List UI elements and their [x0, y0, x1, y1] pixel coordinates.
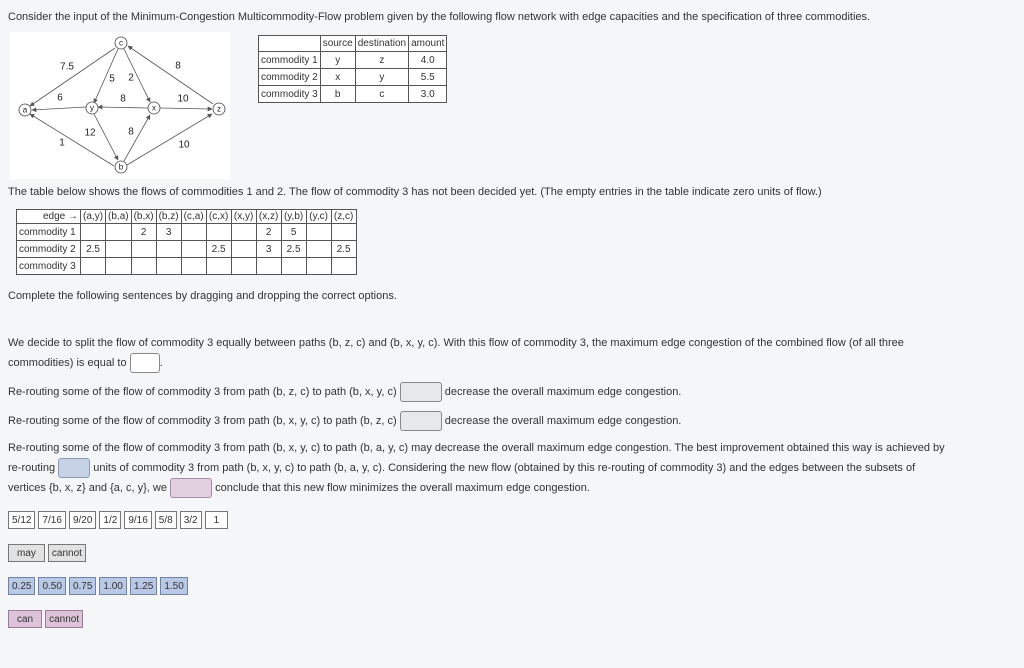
- option-fraction[interactable]: 7/16: [38, 511, 65, 529]
- table-cell: [306, 224, 331, 241]
- node-c: [115, 37, 127, 49]
- option-fraction[interactable]: 3/2: [180, 511, 202, 529]
- question-2: [8, 382, 681, 402]
- table-cell: y: [320, 52, 355, 69]
- table-cell: 5.5: [409, 69, 447, 86]
- table-cell: [106, 241, 132, 258]
- edge-b-x: [124, 115, 150, 161]
- options-can-cannot: [8, 610, 83, 628]
- flow-header: (y,c): [306, 210, 331, 224]
- table-row: [259, 69, 447, 86]
- flow-header: (c,x): [206, 210, 231, 224]
- table-cell: [306, 241, 331, 258]
- flow-header: (c,a): [181, 210, 206, 224]
- drop-zone-may-cannot-2[interactable]: [400, 411, 442, 431]
- table-cell: [206, 258, 231, 275]
- edge-label-bz: 10: [178, 139, 190, 151]
- question-3-tail: decrease the overall maximum edge congestion.: [444, 415, 682, 427]
- option-decimal[interactable]: 0.75: [69, 577, 96, 595]
- question-1-text-2: commodities) is equal to: [8, 357, 127, 369]
- graph-svg: [10, 32, 230, 179]
- edge-y-a: [32, 107, 86, 110]
- question-4-line-2b: units of commodity 3 from path (b, x, y, c) to path (b, a, y, c). Considering the new flow (obtained by this re-routing of commodity 3) and the edges between the subsets of: [93, 462, 916, 474]
- table-cell: c: [355, 86, 408, 103]
- table-cell: y: [355, 69, 408, 86]
- flow-header-row: [17, 210, 357, 224]
- edge-label-zx: 10: [177, 93, 189, 105]
- table-cell: 2: [131, 224, 156, 241]
- table-row: [259, 86, 447, 103]
- table-cell: 2.5: [206, 241, 231, 258]
- question-3: [8, 411, 681, 431]
- question-2-text: Re-routing some of the flow of commodity 3 from path (b, z, c) to path (b, x, y, c): [8, 386, 397, 398]
- edge-label-bx: 8: [128, 126, 134, 138]
- table-cell: commodity 3: [17, 258, 81, 275]
- edge-label-cy: 5: [109, 73, 115, 85]
- drop-zone-congestion[interactable]: [130, 353, 160, 373]
- flow-network-graph: [10, 32, 230, 179]
- option-decimal[interactable]: 1.25: [130, 577, 157, 595]
- problem-intro: Consider the input of the Minimum-Congestion Multicommodity-Flow problem given by the following flow network with edge capacities and the specification of three commodities.: [8, 11, 871, 23]
- commodities-header: source: [320, 36, 355, 52]
- table-cell: [281, 258, 306, 275]
- option-can[interactable]: can: [8, 610, 42, 628]
- options-may-cannot: [8, 544, 86, 562]
- svg-text:z: z: [217, 104, 221, 114]
- flow-header: (b,a): [106, 210, 132, 224]
- edge-b-a: [30, 114, 114, 166]
- table-cell: 2.5: [331, 241, 356, 258]
- table-cell: 2.5: [81, 241, 106, 258]
- question-3-text: Re-routing some of the flow of commodity 3 from path (b, x, y, c) to path (b, z, c): [8, 415, 397, 427]
- svg-text:x: x: [152, 103, 156, 113]
- table-row: [17, 258, 357, 275]
- table-cell: [106, 258, 132, 275]
- node-b: [115, 161, 127, 173]
- table-cell: [231, 241, 256, 258]
- drop-zone-units[interactable]: [58, 458, 90, 478]
- flow-header: (b,z): [156, 210, 181, 224]
- table-cell: 2: [256, 224, 281, 241]
- table-cell: x: [320, 69, 355, 86]
- edge-y-b: [94, 114, 118, 160]
- edge-label-ab: 1: [59, 137, 65, 149]
- table-cell: [231, 258, 256, 275]
- flow-header: (b,x): [131, 210, 156, 224]
- option-cannot[interactable]: cannot: [48, 544, 86, 562]
- commodities-header: [259, 36, 321, 52]
- options-decimals: [8, 577, 188, 595]
- svg-text:b: b: [118, 162, 124, 172]
- option-fraction[interactable]: 9/20: [69, 511, 96, 529]
- table-cell: 3: [256, 241, 281, 258]
- svg-text:c: c: [119, 38, 123, 48]
- options-fractions: [8, 511, 228, 529]
- edge-x-y: [98, 107, 148, 108]
- table-cell: [206, 224, 231, 241]
- edge-a-c: [30, 48, 115, 106]
- table-cell: commodity 2: [17, 241, 81, 258]
- svg-text:a: a: [22, 105, 28, 115]
- flow-header: (a,y): [81, 210, 106, 224]
- table-cell: [81, 258, 106, 275]
- question-4-line-3a: vertices {b, x, z} and {a, c, y}, we: [8, 482, 167, 495]
- drop-zone-may-cannot-1[interactable]: [400, 382, 442, 402]
- question-2-tail: decrease the overall maximum edge congestion.: [444, 386, 682, 398]
- table-cell: commodity 1: [17, 224, 81, 241]
- option-decimal[interactable]: 0.50: [38, 577, 65, 595]
- edge-label-xy: 8: [120, 93, 126, 105]
- commodities-table: [258, 35, 447, 103]
- table-cell: [156, 258, 181, 275]
- table-cell: [81, 224, 106, 241]
- table-cell: commodity 2: [259, 69, 321, 86]
- table-cell: 4.0: [409, 52, 447, 69]
- table-cell: 3: [156, 224, 181, 241]
- commodities-header-row: [259, 36, 447, 52]
- table-cell: z: [355, 52, 408, 69]
- table-cell: [181, 224, 206, 241]
- edge-x-z: [160, 108, 212, 109]
- flow-table: [16, 209, 357, 275]
- table-cell: commodity 1: [259, 52, 321, 69]
- table-cell: [331, 224, 356, 241]
- question-4-line-1: Re-routing some of the flow of commodity 3 from path (b, x, y, c) to path (b, a, y, c) may decrease the overall maximum edge congestion. The best improvement obtained this way is achieved by: [8, 442, 945, 454]
- svg-text:y: y: [90, 103, 94, 113]
- option-decimal[interactable]: 1.50: [160, 577, 187, 595]
- edge-label-ya: 6: [57, 92, 63, 104]
- node-a: [19, 104, 31, 116]
- edge-label-zc: 8: [175, 60, 181, 72]
- commodities-header: amount: [409, 36, 447, 52]
- edge-label-yb: 12: [84, 127, 96, 139]
- option-decimal[interactable]: 1.00: [99, 577, 126, 595]
- table-row: [17, 241, 357, 258]
- question-4-line-2a: re-routing: [8, 462, 56, 474]
- flow-header: edge →: [17, 210, 81, 224]
- table-cell: [156, 241, 181, 258]
- edge-z-c: [128, 46, 213, 104]
- table-cell: [231, 224, 256, 241]
- flow-header: (z,c): [331, 210, 356, 224]
- question-4: [8, 438, 945, 498]
- commodities-header: destination: [355, 36, 408, 52]
- table-cell: [181, 258, 206, 275]
- question-1: We decide to split the flow of commodity 3 equally between paths (b, z, c) and (b, x, y, c). With this flow of commodity 3, the maximum edge congestion of the combined flow (of all three commodities) is equal to .: [8, 333, 904, 373]
- option-fraction[interactable]: 1/2: [99, 511, 121, 529]
- table-cell: [331, 258, 356, 275]
- flow-header: (x,z): [256, 210, 281, 224]
- table-row: [17, 224, 357, 241]
- edge-label-ac: 7.5: [60, 61, 74, 73]
- table-cell: b: [320, 86, 355, 103]
- flow-header: (y,b): [281, 210, 306, 224]
- flow-header: (x,y): [231, 210, 256, 224]
- table-row: [259, 52, 447, 69]
- question-4-line-3b: conclude that this new flow minimizes the overall maximum edge congestion.: [215, 482, 590, 495]
- edge-label-cx: 2: [128, 72, 134, 84]
- node-y: [86, 102, 98, 114]
- flow-description: The table below shows the flows of commodities 1 and 2. The flow of commodity 3 has not been decided yet. (The empty entries in the table indicate zero units of flow.): [8, 186, 822, 198]
- table-cell: 3.0: [409, 86, 447, 103]
- question-1-text: We decide to split the flow of commodity 3 equally between paths (b, z, c) and (b, x, y, c). With this flow of commodity 3, the maximum edge congestion of the combined flow (of all three: [8, 337, 904, 349]
- edge-b-z: [127, 114, 212, 165]
- option-decimal[interactable]: 0.25: [8, 577, 35, 595]
- instruction-text: Complete the following sentences by dragging and dropping the correct options.: [8, 290, 397, 302]
- option-fraction[interactable]: 5/8: [155, 511, 177, 529]
- table-cell: 2.5: [281, 241, 306, 258]
- option-fraction[interactable]: 1: [205, 511, 229, 529]
- table-cell: 5: [281, 224, 306, 241]
- table-cell: [181, 241, 206, 258]
- option-may[interactable]: may: [8, 544, 45, 562]
- table-cell: [256, 258, 281, 275]
- option-fraction[interactable]: 5/12: [8, 511, 35, 529]
- table-cell: commodity 3: [259, 86, 321, 103]
- option-cannot[interactable]: cannot: [45, 610, 83, 628]
- option-fraction[interactable]: 9/16: [124, 511, 151, 529]
- table-cell: [131, 258, 156, 275]
- table-cell: [306, 258, 331, 275]
- table-cell: [106, 224, 132, 241]
- table-cell: [131, 241, 156, 258]
- drop-zone-can-cannot[interactable]: [170, 478, 212, 498]
- node-z: [213, 103, 225, 115]
- node-x: [148, 102, 160, 114]
